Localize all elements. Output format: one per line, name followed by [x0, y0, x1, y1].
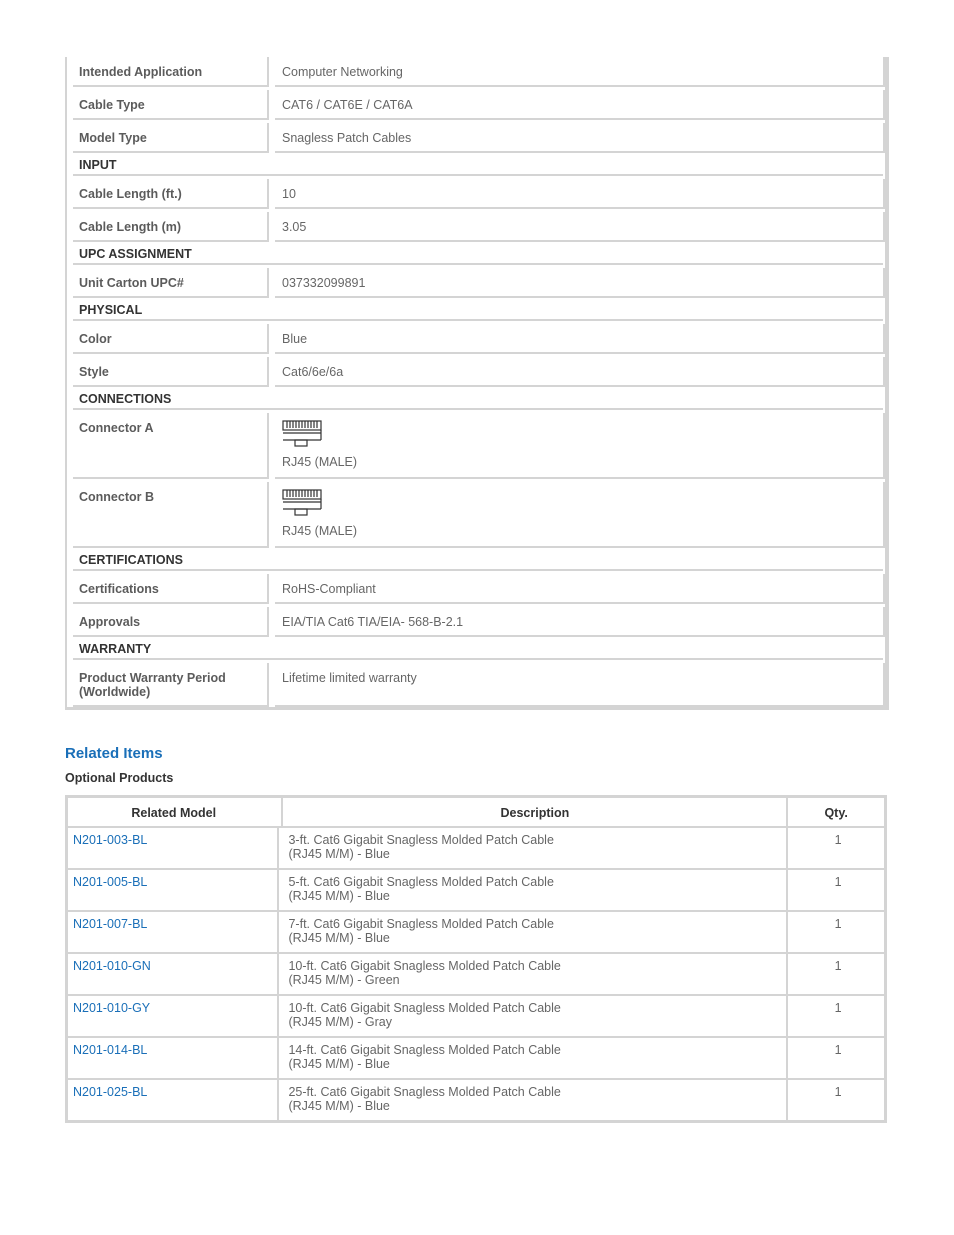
spec-value: Snagless Patch Cables [275, 123, 885, 153]
section-header-certifications: CERTIFICATIONS [73, 548, 883, 571]
spec-value: RoHS-Compliant [275, 574, 885, 604]
table-row [68, 1080, 884, 1122]
spec-label: Product Warranty Period (Worldwide) [73, 663, 269, 707]
description-line: 10-ft. Cat6 Gigabit Snagless Molded Patch Cable [288, 959, 561, 973]
spec-row [67, 604, 885, 637]
spec-label: Color [73, 324, 269, 354]
description-line: (RJ45 M/M) - Gray [288, 1015, 392, 1029]
spec-value: 3.05 [275, 212, 885, 242]
table-row [68, 996, 884, 1038]
description-line: (RJ45 M/M) - Green [288, 973, 400, 987]
description-cell [281, 828, 788, 868]
spec-row [67, 176, 885, 209]
qty-cell: 1 [834, 1043, 842, 1057]
description-line: 3-ft. Cat6 Gigabit Snagless Molded Patch Cable [288, 833, 554, 847]
spec-value: EIA/TIA Cat6 TIA/EIA- 568-B-2.1 [275, 607, 885, 637]
spec-label: Model Type [73, 123, 269, 153]
spec-label: Certifications [73, 574, 269, 604]
table-header [68, 798, 884, 828]
spec-row [67, 479, 885, 548]
spec-value: Blue [275, 324, 885, 354]
spec-row [67, 209, 885, 242]
spec-label: Connector B [73, 482, 269, 548]
spec-row [67, 87, 885, 120]
description-line: (RJ45 M/M) - Blue [288, 847, 390, 861]
section-header-warranty: WARRANTY [73, 637, 883, 660]
column-header-model: Related Model [131, 806, 217, 820]
model-link[interactable]: N201-010-GY [73, 1001, 151, 1015]
model-link[interactable]: N201-007-BL [73, 917, 148, 931]
column-header-description: Description [281, 798, 788, 826]
spec-row [67, 265, 885, 298]
description-line: (RJ45 M/M) - Blue [288, 1057, 390, 1071]
section-header-physical: PHYSICAL [73, 298, 883, 321]
description-line: 5-ft. Cat6 Gigabit Snagless Molded Patch Cable [288, 875, 554, 889]
description-cell [281, 1080, 788, 1122]
description-cell [281, 954, 788, 994]
related-items-table [65, 795, 887, 1123]
description-cell [281, 870, 788, 910]
spec-label: Approvals [73, 607, 269, 637]
spec-label: Style [73, 357, 269, 387]
spec-label: Intended Application [73, 57, 269, 87]
connector-a-value: RJ45 (MALE) [282, 455, 358, 469]
description-line: 7-ft. Cat6 Gigabit Snagless Molded Patch Cable [288, 917, 554, 931]
connector-b-value: RJ45 (MALE) [282, 524, 358, 538]
table-row [68, 912, 884, 954]
spec-value: CAT6 / CAT6E / CAT6A [275, 90, 885, 120]
qty-cell: 1 [834, 1085, 842, 1099]
description-cell [281, 1038, 788, 1078]
model-link[interactable]: N201-025-BL [73, 1085, 148, 1099]
model-link[interactable]: N201-003-BL [73, 833, 148, 847]
spec-label: Connector A [73, 413, 269, 479]
spec-label: Cable Length (m) [73, 212, 269, 242]
table-row [68, 828, 884, 870]
description-cell [281, 912, 788, 952]
rj45-connector-icon [281, 488, 323, 522]
spec-value [275, 413, 885, 479]
spec-row [67, 354, 885, 387]
spec-value [275, 482, 885, 548]
qty-cell: 1 [834, 1001, 842, 1015]
spec-value: Cat6/6e/6a [275, 357, 885, 387]
table-row [68, 954, 884, 996]
spec-row [67, 321, 885, 354]
table-row [68, 1038, 884, 1080]
specifications-table [65, 57, 889, 710]
spec-row [67, 660, 885, 707]
spec-row [67, 571, 885, 604]
spec-row [67, 410, 885, 479]
spec-value: Computer Networking [275, 57, 885, 87]
description-line: 10-ft. Cat6 Gigabit Snagless Molded Patch Cable [288, 1001, 561, 1015]
spec-row [67, 57, 885, 87]
spec-label: Cable Type [73, 90, 269, 120]
optional-products-heading: Optional Products [65, 771, 174, 785]
rj45-connector-icon [281, 419, 323, 453]
spec-row [67, 120, 885, 153]
description-line: 25-ft. Cat6 Gigabit Snagless Molded Patch Cable [288, 1085, 561, 1099]
model-link[interactable]: N201-014-BL [73, 1043, 148, 1057]
section-header-connections: CONNECTIONS [73, 387, 883, 410]
spec-label: Unit Carton UPC# [73, 268, 269, 298]
model-link[interactable]: N201-005-BL [73, 875, 148, 889]
spec-label: Cable Length (ft.) [73, 179, 269, 209]
section-header-input: INPUT [73, 153, 883, 176]
section-header-upc: UPC ASSIGNMENT [73, 242, 883, 265]
qty-cell: 1 [834, 833, 842, 847]
spec-value: Lifetime limited warranty [275, 663, 885, 707]
model-link[interactable]: N201-010-GN [73, 959, 151, 973]
description-line: (RJ45 M/M) - Blue [288, 1099, 390, 1113]
description-line: (RJ45 M/M) - Blue [288, 931, 390, 945]
description-line: 14-ft. Cat6 Gigabit Snagless Molded Patch Cable [288, 1043, 561, 1057]
related-items-heading: Related Items [65, 745, 163, 762]
qty-cell: 1 [834, 959, 842, 973]
table-row [68, 870, 884, 912]
spec-value: 10 [275, 179, 885, 209]
spec-value: 037332099891 [275, 268, 885, 298]
description-cell [281, 996, 788, 1036]
qty-cell: 1 [834, 917, 842, 931]
description-line: (RJ45 M/M) - Blue [288, 889, 390, 903]
qty-cell: 1 [834, 875, 842, 889]
column-header-qty: Qty. [824, 806, 848, 820]
